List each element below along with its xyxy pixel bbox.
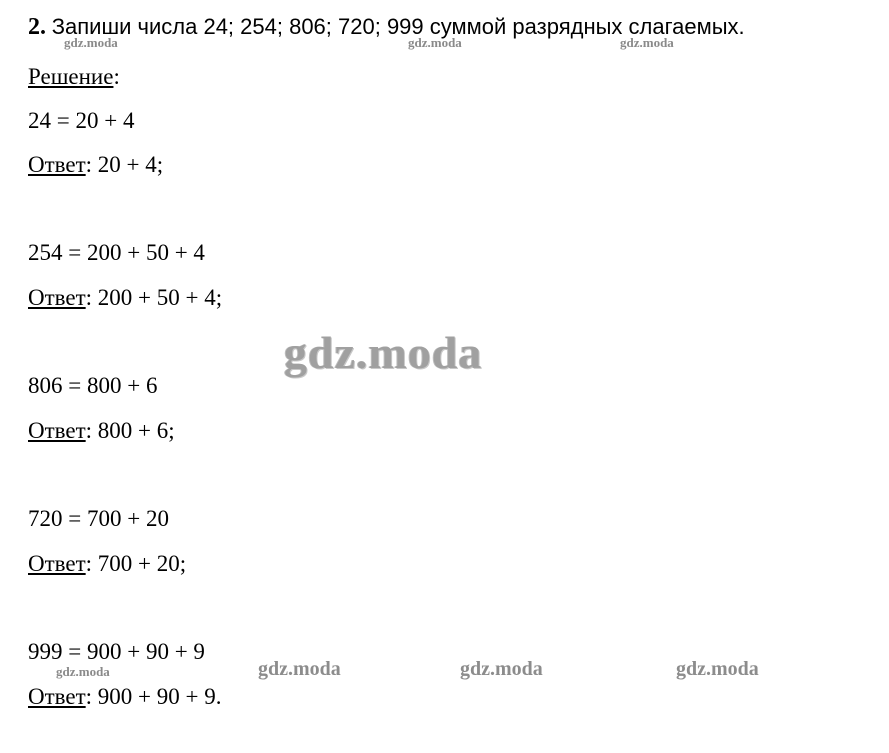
answer-line [28,418,175,444]
answer-label: Ответ [28,285,86,310]
answer-value: : 20 + 4; [85,152,164,177]
answer-value: : 800 + 6; [85,418,175,443]
watermark: gdz.moda [284,327,483,378]
answer-value: : 900 + 90 + 9. [85,684,222,709]
answer-value: : 200 + 50 + 4; [85,285,223,310]
answer-label: Ответ [28,684,86,709]
equation-line: 254 = 200 + 50 + 4 [28,240,205,265]
solution-label: Решение [28,64,114,89]
watermark: gdz.moda [56,664,110,679]
watermark: gdz.moda [64,35,118,50]
task-number: 2. [28,14,46,40]
watermark: gdz.moda [620,35,674,50]
answer-line [28,285,222,311]
answer-label: Ответ [28,418,86,443]
watermark: gdz.moda [676,658,759,680]
equation-line: 720 = 700 + 20 [28,506,169,531]
watermark: gdz.moda [408,35,462,50]
watermark: gdz.moda [258,658,341,680]
answer-line [28,684,222,710]
solution-colon: : [113,64,120,89]
equation-line: 999 = 900 + 90 + 9 [28,639,205,664]
solution-heading [28,64,120,90]
answer-label: Ответ [28,551,86,576]
equation-line: 24 = 20 + 4 [28,108,135,133]
answer-line [28,551,186,577]
answer-label: Ответ [28,152,86,177]
equation-line: 806 = 800 + 6 [28,373,158,398]
task-text: Запиши числа 24; 254; 806; 720; 999 суммой разрядных слагаемых. [51,14,745,39]
watermark: gdz.moda [460,658,543,680]
answer-line [28,152,163,178]
answer-value: : 700 + 20; [85,551,187,576]
